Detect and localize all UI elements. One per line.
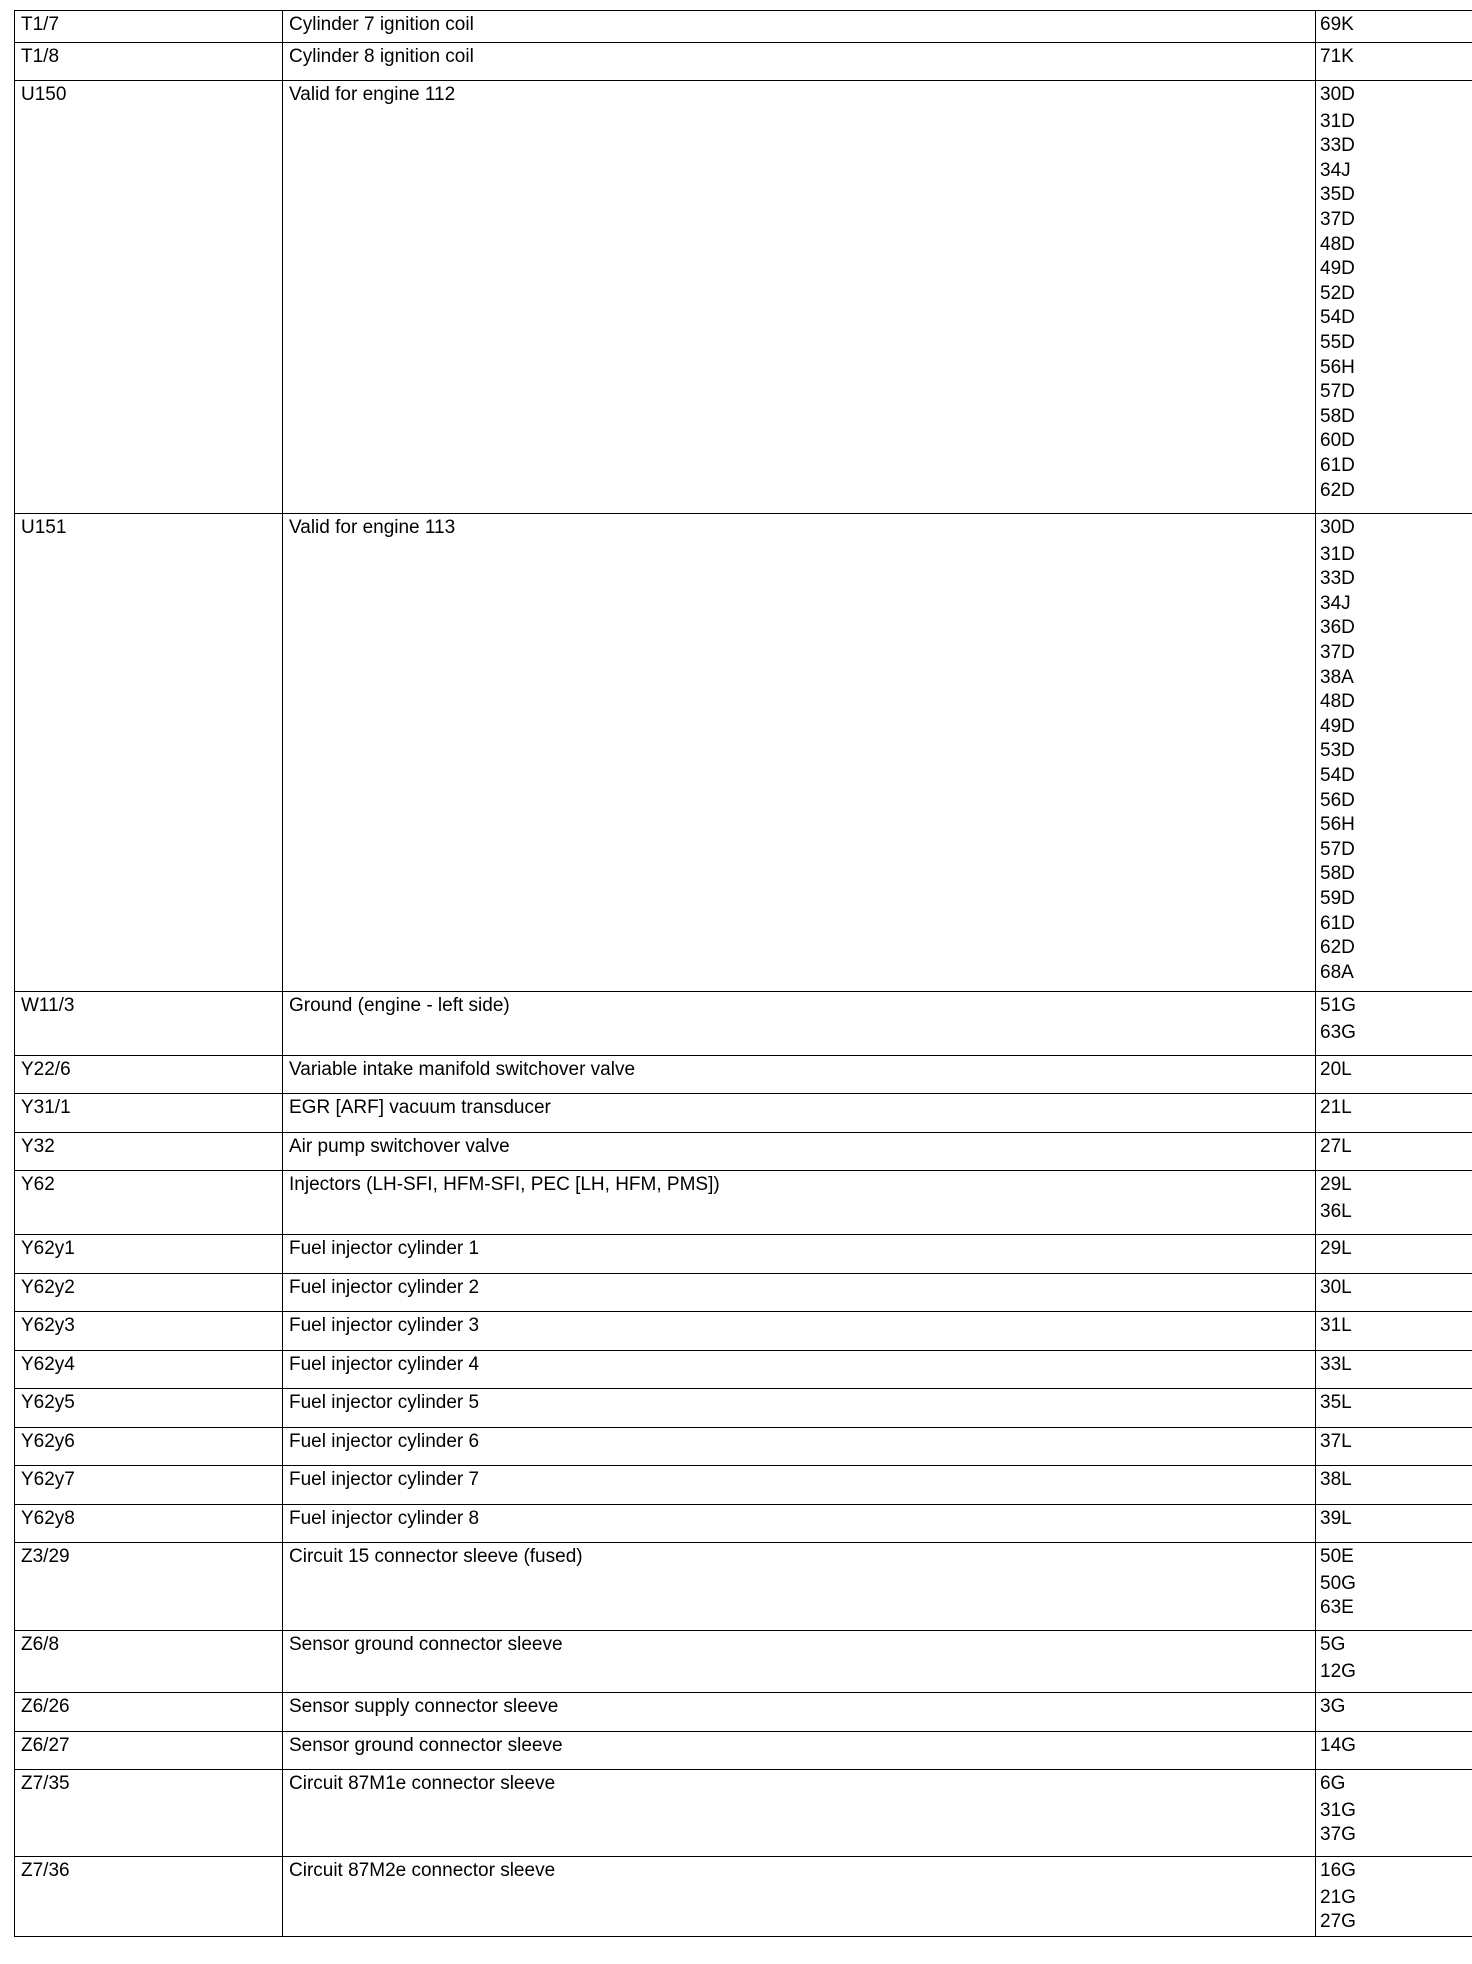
grid-reference: 3G — [1320, 1696, 1346, 1717]
component-description-cell: Valid for engine 112 — [283, 81, 1316, 514]
grid-reference: 49D — [1320, 258, 1355, 280]
grid-reference: 48D — [1320, 233, 1355, 255]
component-code-cell: Z7/35 — [15, 1770, 283, 1857]
component-code-cell: Z3/29 — [15, 1543, 283, 1631]
component-code-cell: Z6/8 — [15, 1631, 283, 1693]
component-description-cell: Valid for engine 113 — [283, 514, 1316, 992]
grid-reference: 56D — [1320, 789, 1355, 811]
table-row — [15, 1312, 1472, 1351]
component-code-cell: Z6/27 — [15, 1732, 283, 1770]
component-description-cell: Circuit 87M2e connector sleeve — [283, 1857, 1316, 1937]
grid-reference: 35D — [1320, 184, 1355, 206]
component-code-cell: W11/3 — [15, 992, 283, 1056]
grid-reference: 56H — [1320, 814, 1355, 836]
component-description-cell: Sensor ground connector sleeve — [283, 1732, 1316, 1770]
component-description-cell: Fuel injector cylinder 1 — [283, 1235, 1316, 1274]
grid-reference: 31D — [1320, 543, 1355, 565]
grid-reference-cell — [1316, 43, 1472, 81]
grid-reference: 33D — [1320, 135, 1355, 157]
component-description-cell: Fuel injector cylinder 6 — [283, 1428, 1316, 1466]
component-description-cell: Air pump switchover valve — [283, 1133, 1316, 1171]
grid-reference: 34J — [1320, 159, 1351, 181]
grid-reference: 62D — [1320, 479, 1355, 501]
table-row — [15, 43, 1472, 81]
component-code-cell: Y62y8 — [15, 1505, 283, 1543]
grid-reference: 57D — [1320, 381, 1355, 403]
grid-reference: 30L — [1320, 1277, 1352, 1298]
grid-reference: 58D — [1320, 863, 1355, 885]
grid-reference: 61D — [1320, 912, 1355, 934]
component-code-cell: Y62y1 — [15, 1235, 283, 1274]
component-description-cell: Sensor supply connector sleeve — [283, 1693, 1316, 1732]
grid-reference: 14G — [1320, 1735, 1356, 1756]
grid-reference-cell — [1316, 1466, 1472, 1505]
component-code-cell: Y62y2 — [15, 1274, 283, 1312]
component-code-cell: Y62y3 — [15, 1312, 283, 1351]
table-row — [15, 1770, 1472, 1857]
table-row — [15, 1428, 1472, 1466]
grid-reference: 50E — [1320, 1546, 1354, 1567]
component-description-cell: Fuel injector cylinder 8 — [283, 1505, 1316, 1543]
grid-reference-cell — [1316, 1171, 1472, 1235]
component-code-cell: T1/8 — [15, 43, 283, 81]
component-legend-table — [14, 10, 1472, 1937]
grid-reference: 5G — [1320, 1634, 1346, 1655]
grid-reference: 52D — [1320, 282, 1355, 304]
component-legend-table-container — [14, 10, 1472, 1937]
grid-reference: 56H — [1320, 356, 1355, 378]
grid-reference-cell — [1316, 514, 1472, 992]
grid-reference: 33L — [1320, 1354, 1352, 1375]
table-row — [15, 1693, 1472, 1732]
grid-reference: 48D — [1320, 691, 1355, 713]
table-row — [15, 1274, 1472, 1312]
grid-reference-cell — [1316, 1274, 1472, 1312]
component-description-cell: Fuel injector cylinder 4 — [283, 1351, 1316, 1389]
component-code-cell: Y31/1 — [15, 1094, 283, 1133]
grid-reference: 27G — [1320, 1911, 1356, 1933]
table-row — [15, 1171, 1472, 1235]
table-row — [15, 1351, 1472, 1389]
grid-reference-cell — [1316, 1094, 1472, 1133]
grid-reference: 36L — [1320, 1200, 1352, 1222]
grid-reference: 37D — [1320, 641, 1355, 663]
grid-reference-cell — [1316, 992, 1472, 1056]
grid-reference: 29L — [1320, 1238, 1352, 1259]
grid-reference: 59D — [1320, 887, 1355, 909]
table-row — [15, 514, 1472, 992]
grid-reference-cell — [1316, 1312, 1472, 1351]
grid-reference: 61D — [1320, 454, 1355, 476]
component-description-cell: Fuel injector cylinder 2 — [283, 1274, 1316, 1312]
grid-reference-cell — [1316, 1235, 1472, 1274]
table-row — [15, 11, 1472, 43]
grid-reference-cell — [1316, 81, 1472, 514]
grid-reference-cell — [1316, 1428, 1472, 1466]
table-row — [15, 1857, 1472, 1937]
component-description-cell: Fuel injector cylinder 5 — [283, 1389, 1316, 1428]
grid-reference-cell — [1316, 1770, 1472, 1857]
grid-reference: 69K — [1320, 14, 1354, 35]
grid-reference: 33D — [1320, 568, 1355, 590]
grid-reference: 63G — [1320, 1021, 1356, 1043]
grid-reference: 30D — [1320, 517, 1355, 538]
table-row — [15, 1133, 1472, 1171]
grid-reference-cell — [1316, 1631, 1472, 1693]
grid-reference-cell — [1316, 1857, 1472, 1937]
grid-reference: 21L — [1320, 1097, 1352, 1118]
component-description-cell: Fuel injector cylinder 3 — [283, 1312, 1316, 1351]
grid-reference: 38A — [1320, 666, 1354, 688]
grid-reference: 62D — [1320, 937, 1355, 959]
table-row — [15, 1631, 1472, 1693]
grid-reference: 57D — [1320, 838, 1355, 860]
grid-reference-cell — [1316, 1505, 1472, 1543]
component-code-cell: Y62y7 — [15, 1466, 283, 1505]
grid-reference: 20L — [1320, 1059, 1352, 1080]
grid-reference: 37L — [1320, 1431, 1352, 1452]
grid-reference: 36D — [1320, 617, 1355, 639]
grid-reference-cell — [1316, 1351, 1472, 1389]
grid-reference: 50G — [1320, 1572, 1356, 1594]
component-description-cell: Cylinder 7 ignition coil — [283, 11, 1316, 43]
table-row — [15, 1389, 1472, 1428]
component-description-cell: Injectors (LH-SFI, HFM-SFI, PEC [LH, HFM, PMS]) — [283, 1171, 1316, 1235]
grid-reference: 34J — [1320, 592, 1351, 614]
grid-reference: 55D — [1320, 331, 1355, 353]
grid-reference-cell — [1316, 1543, 1472, 1631]
grid-reference: 60D — [1320, 430, 1355, 452]
component-description-cell: Cylinder 8 ignition coil — [283, 43, 1316, 81]
grid-reference: 38L — [1320, 1469, 1352, 1490]
component-code-cell: U151 — [15, 514, 283, 992]
grid-reference: 31D — [1320, 110, 1355, 132]
grid-reference: 54D — [1320, 764, 1355, 786]
table-row — [15, 1235, 1472, 1274]
component-code-cell: Y22/6 — [15, 1056, 283, 1094]
grid-reference: 21G — [1320, 1886, 1356, 1908]
grid-reference: 53D — [1320, 740, 1355, 762]
grid-reference: 12G — [1320, 1660, 1356, 1682]
component-description-cell: Sensor ground connector sleeve — [283, 1631, 1316, 1693]
component-code-cell: Y62y5 — [15, 1389, 283, 1428]
component-code-cell: Y62y4 — [15, 1351, 283, 1389]
table-row — [15, 1543, 1472, 1631]
component-description-cell: Fuel injector cylinder 7 — [283, 1466, 1316, 1505]
component-description-cell: Ground (engine - left side) — [283, 992, 1316, 1056]
grid-reference: 49D — [1320, 715, 1355, 737]
table-row — [15, 1056, 1472, 1094]
component-description-cell: EGR [ARF] vacuum transducer — [283, 1094, 1316, 1133]
component-code-cell: Z7/36 — [15, 1857, 283, 1937]
grid-reference-cell — [1316, 1693, 1472, 1732]
grid-reference: 68A — [1320, 961, 1354, 983]
grid-reference: 29L — [1320, 1174, 1352, 1195]
grid-reference-cell — [1316, 1056, 1472, 1094]
grid-reference: 54D — [1320, 307, 1355, 329]
grid-reference: 71K — [1320, 46, 1354, 67]
table-row — [15, 1466, 1472, 1505]
grid-reference: 35L — [1320, 1392, 1352, 1413]
component-description-cell: Circuit 87M1e connector sleeve — [283, 1770, 1316, 1857]
table-row — [15, 1732, 1472, 1770]
grid-reference: 16G — [1320, 1860, 1356, 1881]
table-row — [15, 992, 1472, 1056]
table-row — [15, 1505, 1472, 1543]
grid-reference: 39L — [1320, 1508, 1352, 1529]
grid-reference: 37G — [1320, 1824, 1356, 1846]
grid-reference: 58D — [1320, 405, 1355, 427]
component-code-cell: U150 — [15, 81, 283, 514]
grid-reference: 6G — [1320, 1773, 1346, 1794]
component-code-cell: Y32 — [15, 1133, 283, 1171]
grid-reference-cell — [1316, 1732, 1472, 1770]
component-description-cell: Circuit 15 connector sleeve (fused) — [283, 1543, 1316, 1631]
grid-reference: 30D — [1320, 84, 1355, 105]
grid-reference: 51G — [1320, 995, 1356, 1016]
grid-reference: 31L — [1320, 1315, 1352, 1336]
grid-reference: 27L — [1320, 1136, 1352, 1157]
component-code-cell: Y62 — [15, 1171, 283, 1235]
grid-reference: 31G — [1320, 1799, 1356, 1821]
legend-table-body — [15, 11, 1472, 1937]
grid-reference-cell — [1316, 1133, 1472, 1171]
component-code-cell: T1/7 — [15, 11, 283, 43]
component-code-cell: Y62y6 — [15, 1428, 283, 1466]
table-row — [15, 1094, 1472, 1133]
grid-reference-cell — [1316, 11, 1472, 43]
grid-reference: 63E — [1320, 1597, 1354, 1619]
table-row — [15, 81, 1472, 514]
grid-reference: 37D — [1320, 208, 1355, 230]
grid-reference-cell — [1316, 1389, 1472, 1428]
component-code-cell: Z6/26 — [15, 1693, 283, 1732]
component-description-cell: Variable intake manifold switchover valve — [283, 1056, 1316, 1094]
